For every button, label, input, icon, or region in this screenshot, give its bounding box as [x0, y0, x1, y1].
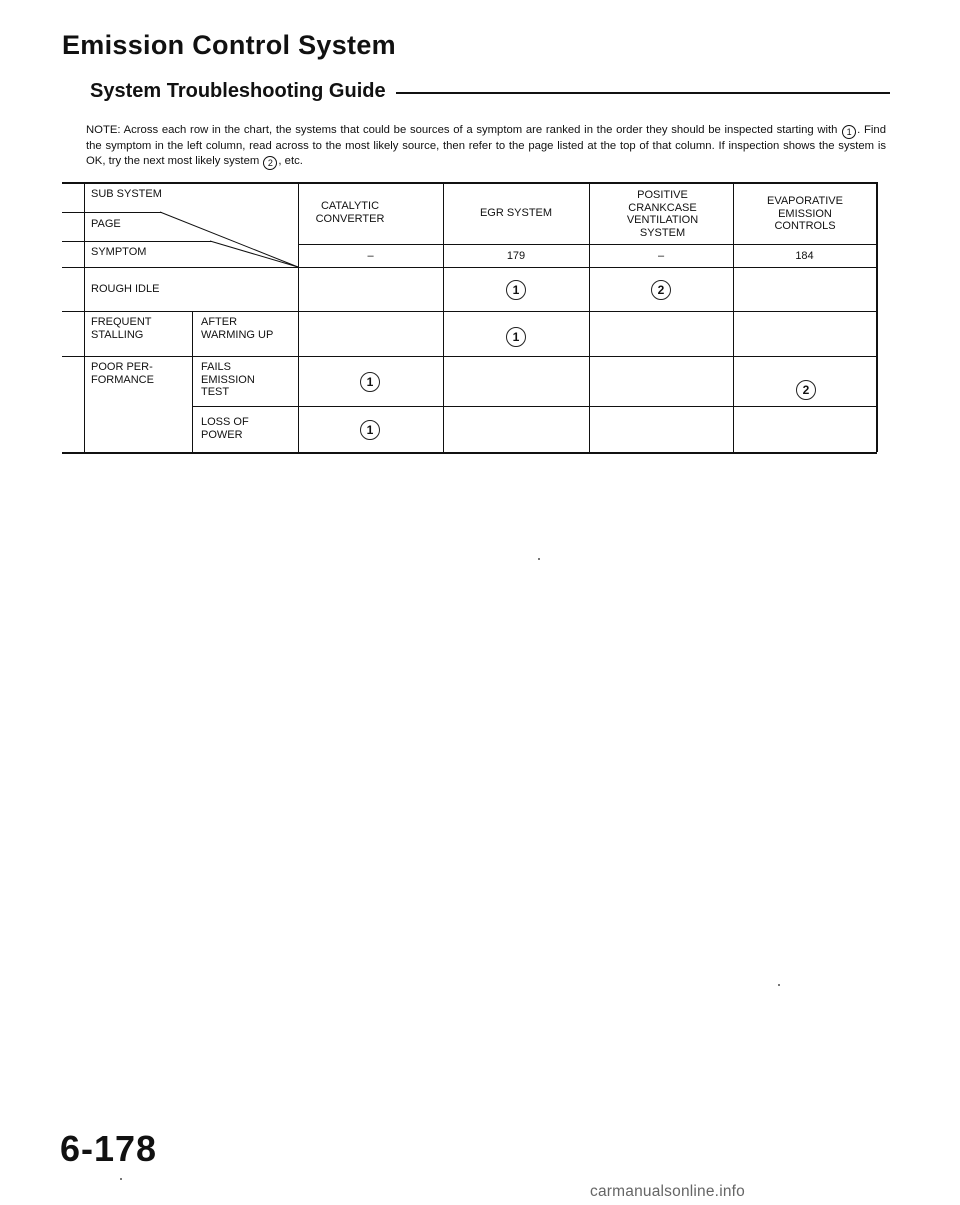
condition-fails-emission-test: FAILS EMISSION TEST [201, 361, 255, 398]
rank-mark: 2 [651, 280, 671, 300]
page-pcv-system: – [657, 250, 665, 262]
note-text-2: . Find the symptom in the left column, read across to the most likely source, then refer to the page listed at the top of that column. If inspection shows the system is OK, try the next most likely system [86, 124, 886, 167]
rank-2-symbol: 2 [263, 156, 277, 170]
note-text-3: , etc. [278, 155, 303, 167]
page-catalytic-converter: – [367, 250, 374, 262]
rank-mark: 1 [360, 372, 380, 392]
note-text-1: NOTE: Across each row in the chart, the systems that could be sources of a symptom are ranked in the order they should be inspected starting with [86, 124, 842, 136]
symptom-frequent-stalling: FREQUENT STALLING [91, 316, 152, 341]
symptom-rough-idle: ROUGH IDLE [91, 283, 160, 295]
symptom-poor-performance: POOR PER- FORMANCE [91, 361, 154, 386]
column-header-egr-system: EGR SYSTEM [479, 207, 553, 219]
symptom-label: SYMPTOM [91, 246, 147, 258]
column-header-pcv-system: POSITIVE CRANKCASE VENTILATION SYSTEM [626, 189, 699, 239]
scan-speck [778, 984, 780, 986]
rank-mark: 1 [506, 327, 526, 347]
section-title: System Troubleshooting Guide [90, 79, 386, 102]
condition-loss-of-power: LOSS OF POWER [201, 416, 249, 441]
page-evap-controls: 184 [795, 250, 814, 262]
column-header-catalytic-converter: CATALYTIC CONVERTER [315, 200, 385, 225]
rank-mark: 1 [506, 280, 526, 300]
sub-system-label: SUB SYSTEM [91, 188, 162, 200]
condition-after-warming-up: AFTER WARMING UP [201, 316, 274, 341]
page-number: 6-178 [60, 1128, 158, 1169]
rank-mark: 2 [796, 380, 816, 400]
rank-1-symbol: 1 [842, 125, 856, 139]
column-header-evap-controls: EVAPORATIVE EMISSION CONTROLS [766, 195, 843, 232]
watermark: carmanualsonline.info [590, 1183, 745, 1200]
page-title: Emission Control System [62, 30, 396, 60]
scan-speck [120, 1178, 122, 1180]
page-egr-system: 179 [506, 250, 526, 262]
page-label: PAGE [91, 218, 121, 230]
scan-speck [538, 558, 540, 560]
rank-mark: 1 [360, 420, 380, 440]
